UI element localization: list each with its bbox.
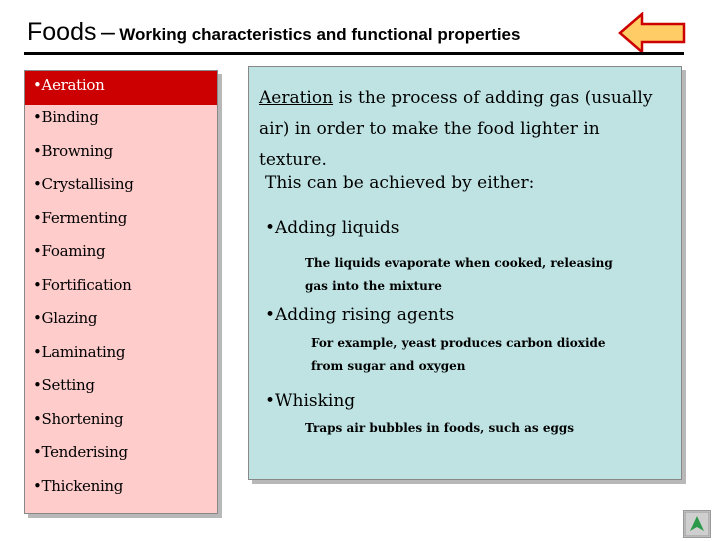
title-divider <box>24 52 684 55</box>
title-dash: – <box>100 18 115 46</box>
method-adding-liquids-detail: The liquids evaporate when cooked, releasing gas into the mixture <box>305 256 613 293</box>
definition-body: is the process of adding gas (usually air) in order to make the food lighter in texture. <box>259 88 653 170</box>
sidebar-item-glazing[interactable]: •Glazing <box>33 309 98 327</box>
left-arrow-icon[interactable] <box>618 12 688 54</box>
sidebar-item-crystallising[interactable]: •Crystallising <box>33 175 134 193</box>
method-adding-liquids: •Adding liquids <box>265 218 400 238</box>
title-main: Foods <box>27 18 97 46</box>
method-rising-agents-detail: For example, yeast produces carbon dioxide from sugar and oxygen <box>311 336 606 373</box>
sidebar-item-fermenting[interactable]: •Fermenting <box>33 209 128 227</box>
method-rising-agents: •Adding rising agents <box>265 305 455 325</box>
sidebar-item-binding[interactable]: •Binding <box>33 108 99 126</box>
sidebar-item-laminating[interactable]: •Laminating <box>33 343 126 361</box>
sidebar-item-thickening[interactable]: •Thickening <box>33 477 124 495</box>
sidebar-item-setting[interactable]: •Setting <box>33 376 95 394</box>
sidebar-item-fortification[interactable]: •Fortification <box>33 276 132 294</box>
method-whisking: •Whisking <box>265 391 356 411</box>
slide-title <box>27 18 520 47</box>
content-panel <box>248 66 682 480</box>
methods-lead: This can be achieved by either: <box>265 173 535 193</box>
title-subtitle: Working characteristics and functional properties <box>119 25 521 44</box>
sidebar-item-browning[interactable]: •Browning <box>33 142 113 160</box>
definition-text <box>259 83 669 176</box>
sidebar-item-aeration[interactable]: •Aeration <box>25 71 217 105</box>
sidebar-menu <box>24 70 218 514</box>
right-arrow-icon <box>684 511 710 537</box>
sidebar-item-shortening[interactable]: •Shortening <box>33 410 124 428</box>
next-slide-button[interactable] <box>683 510 711 538</box>
sidebar-item-tenderising[interactable]: •Tenderising <box>33 443 128 461</box>
definition-term: Aeration <box>259 88 334 108</box>
method-whisking-detail: Traps air bubbles in foods, such as eggs <box>305 421 575 435</box>
sidebar-item-foaming[interactable]: •Foaming <box>33 242 106 260</box>
